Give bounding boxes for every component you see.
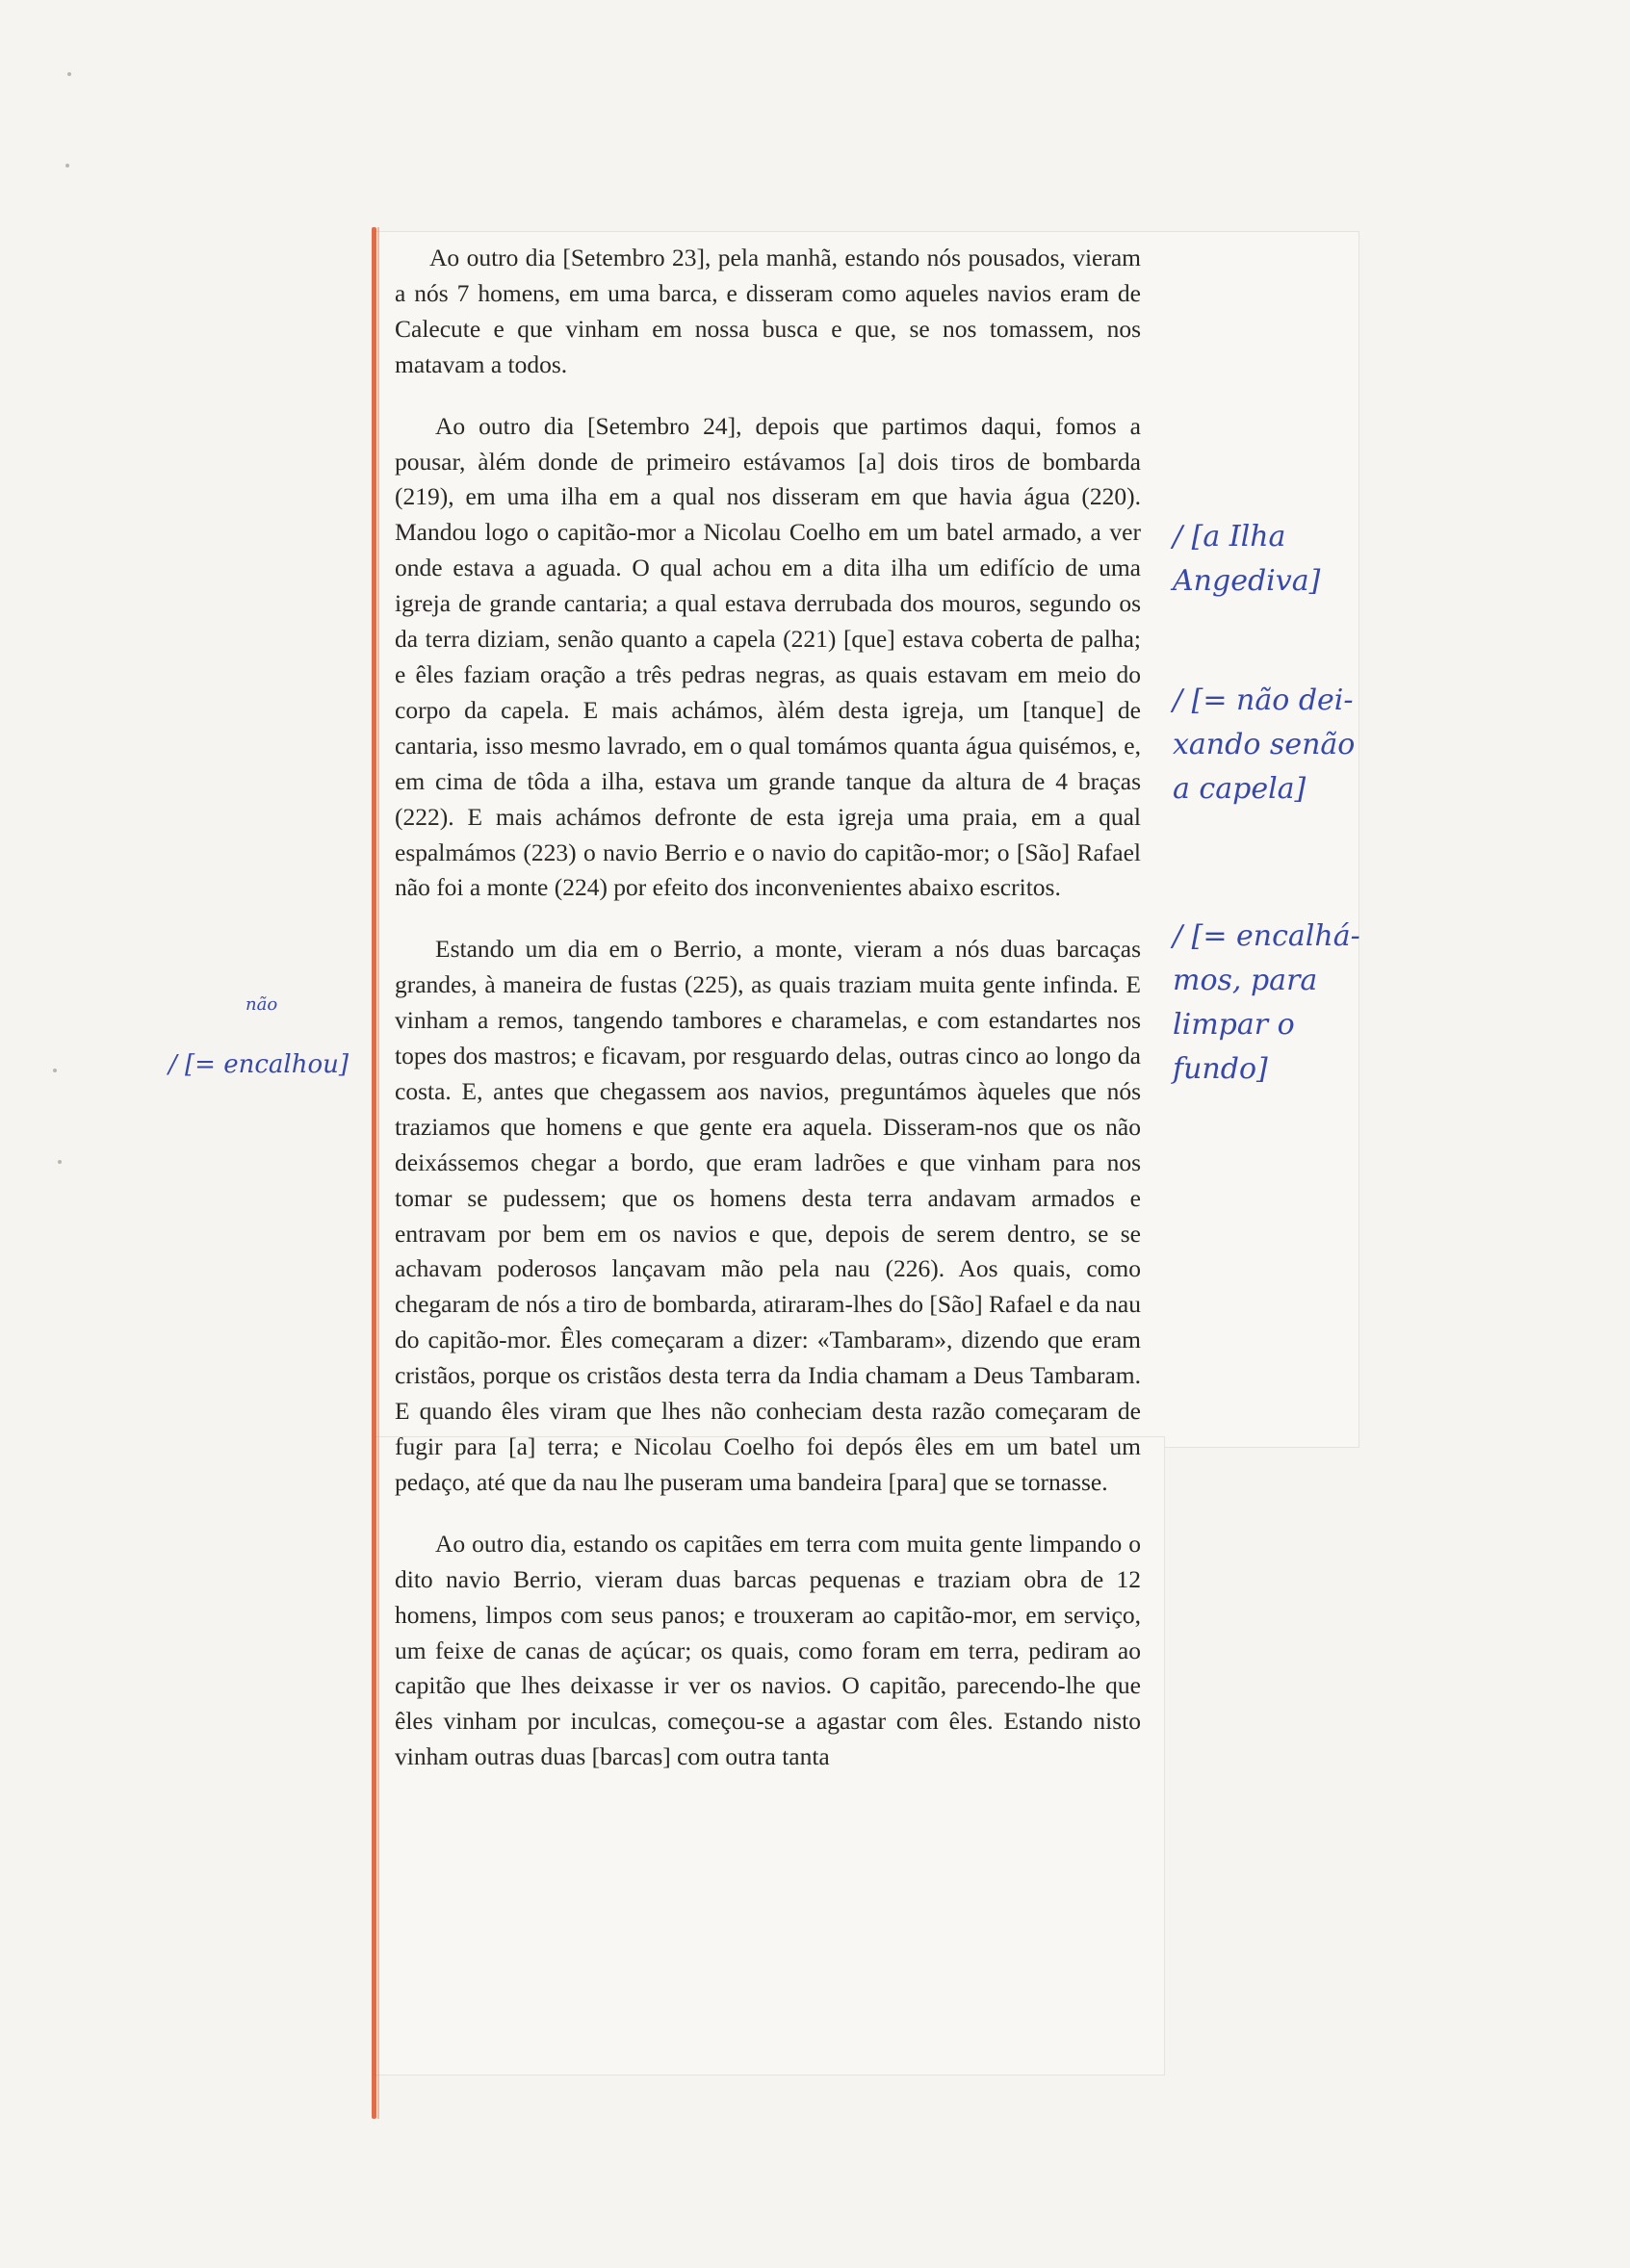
red-margin-line-shadow: [377, 227, 379, 2119]
paragraph-3: Estando um dia em o Berrio, a monte, vieram a nós duas barcaças grandes, à maneira de fustas (225), as quais traziam muita gente infinda. E vinham a remos, tangendo tambores e charamelas, e com estandartes nos topes dos mastros; e ficavam, por resguardo delas, outras cinco ao longo da costa. E, antes que chegassem aos navios, preguntámos àqueles que nós traziamos que homens e que gente era aquela. Disseram-nos que os não deixássemos chegar a bordo, que eram ladrões e que vinham para nos tomar se pudessem; que os homens desta terra andavam armados e entravam por bem em os navios e que, depois de serem dentro, se se achavam poderosos lançavam mão pela nau (226). Aos quais, como chegaram de nós a tiro de bombarda, atiraram-lhes do [São] Rafael e da nau do capitão-mor. Êles começaram a dizer: «Tambaram», dizendo que eram cristãos, porque os cristãos desta terra da India chamam a Deus Tambaram. E quando êles viram que lhes não conheciam desta razão começaram de fugir para [a] terra; e Nicolau Coelho foi depós êles em um batel um pedaço, até que da nau lhe puseram uma bandeira [para] que se tornasse.: [395, 935, 1141, 1496]
paper-speck: [58, 1160, 62, 1164]
paragraph-4: Ao outro dia, estando os capitães em terra com muita gente limpando o dito navio Berrio, vieram duas barcas pequenas e traziam obra de 12 homens, limpos com seus panos; e trouxeram ao capitão-mor, em serviço, um feixe de canas de açúcar; os quais, como foram em terra, pediram ao capitão que lhes deixasse ir ver os navios. O capitão, parecendo-lhe que êles vinham por inculcas, começou-se a agastar com êles. Estando nisto vinham outras duas [barcas] com outra tanta: [395, 1529, 1141, 1771]
margin-note-encalhou: [168, 963, 371, 1082]
margin-note-encalhou-text: / [= encalhou]: [168, 1050, 349, 1079]
margin-note-angediva: / [a Ilha Angediva]: [1173, 520, 1321, 598]
paragraph-2: Ao outro dia [Setembro 24], depois que partimos daqui, fomos a pousar, àlém donde de primeiro estávamos [a] dois tiros de bombarda (219), em uma ilha em a qual nos disseram em que havia água (220). Mandou logo o capitão-mor a Nicolau Coelho em um batel armado, a ver onde estava a aguada. O qual achou em a dita ilha um edifício de uma igreja de grande cantaria; a qual estava derrubada dos mouros, segundo os da terra diziam, senão quanto a capela (221) [que] estava coberta de palha; e êles faziam oração a três pedras negras, as quais estavam em meio do corpo da capela. E mais achámos, àlém desta igreja, um [tanque] de cantaria, isso mesmo lavrado, em o qual tomámos quanta água quisémos, e, em cima de tôda a ilha, estava um grande tanque da altura de 4 braças (222). E mais achámos defronte de esta igreja uma praia, em a qual espalmámos (223) o navio Berrio e o navio do capitão-mor; o [São] Rafael não foi a monte (224) por efeito dos inconvenientes abaixo escritos.: [395, 411, 1141, 902]
document-body: [395, 241, 1141, 1801]
red-margin-line: [372, 227, 376, 2119]
paper-speck: [67, 72, 71, 76]
paper-speck: [65, 164, 69, 168]
margin-note-capela: / [= não dei- xando senão a capela]: [1173, 683, 1356, 806]
paragraph-1: Ao outro dia [Setembro 23], pela manhã, estando nós pousados, vieram a nós 7 homens, em uma barca, e disseram como aqueles navios eram de Calecute e que vinham em nossa busca e que, se nos tomassem, nos matavam a todos.: [395, 244, 1141, 378]
margin-note-encalhamos: / [= encalhá- mos, para limpar o fundo]: [1173, 919, 1360, 1086]
margin-note-encalhou-insert: não: [246, 994, 278, 1015]
paper-speck: [53, 1069, 57, 1072]
